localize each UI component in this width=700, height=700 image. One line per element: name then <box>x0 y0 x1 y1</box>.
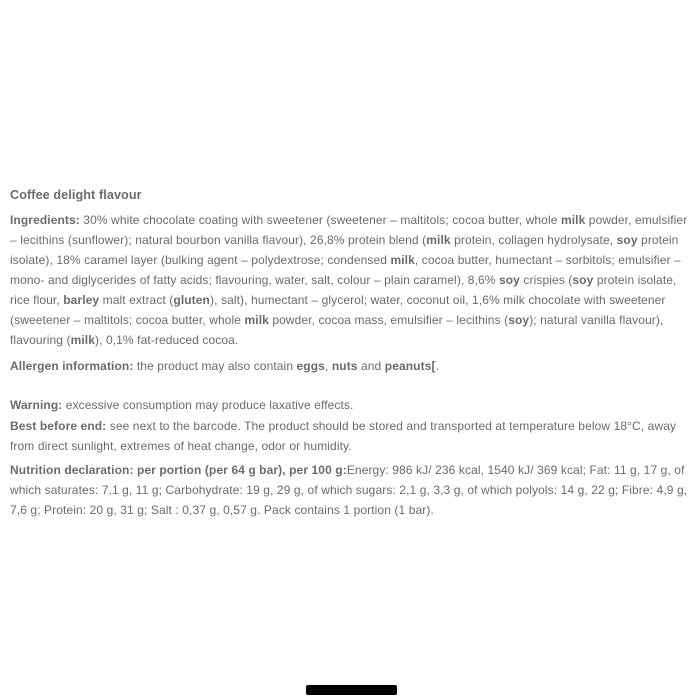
ingredients-paragraph: Ingredients: 30% white chocolate coating with sweetener (sweetener – maltitols; cocoa butter, whole milk powder, emulsifier – lecithins (sunflower); natural bourbon vanilla flavour), 26,8% protein blend (milk protein, collagen hydrolysate, soy protein isolate), 18% caramel layer (bulking agent – polydextrose; condensed milk, cocoa butter, humectant – sorbitols; emulsifier – mono- and diglycerides of fatty acids; flavouring, water, salt, colour – plain caramel), 8,6% soy crispies (soy protein isolate, rice flour, barley malt extract (gluten), salt), humectant – glycerol; water, coconut oil, 1,6% milk chocolate with sweetener (sweetener – maltitols; cocoa butter, whole milk powder, cocoa mass, emulsifier – lecithins (soy); natural vanilla flavour), flavouring (milk), 0,1% fat-reduced cocoa. <box>10 213 688 347</box>
allergen-paragraph: Allergen information: the product may also contain eggs, nuts and peanuts[. <box>10 359 440 373</box>
warning-paragraph: Warning: excessive consumption may produce laxative effects. <box>10 398 354 412</box>
product-title: Coffee delight flavour <box>10 188 142 202</box>
nutrition-paragraph: Nutrition declaration: per portion (per 64 g bar), per 100 g:Energy: 986 kJ/ 236 kcal, 1540 kJ/ 369 kcal; Fat: 11 g, 17 g, of which saturates: 7,1 g, 11 g; Carbohydrate: 19 g, 29 g, of which sugars: 2,1 g, 3,3 g, of which polyols: 14 g, 22 g; Fibre: 4,9 g, 7,6 g; Protein: 20 g, 31 g; Salt : 0,37 g, 0,57 g. Pack contains 1 portion (1 bar). <box>10 463 688 517</box>
bottom-black-bar <box>306 685 397 695</box>
product-label <box>10 185 693 520</box>
best-before-paragraph: Best before end: see next to the barcode. The product should be stored and transported at temperature below 18°C, away from direct sunlight, extremes of heat change, odor or humidity. <box>10 419 677 453</box>
